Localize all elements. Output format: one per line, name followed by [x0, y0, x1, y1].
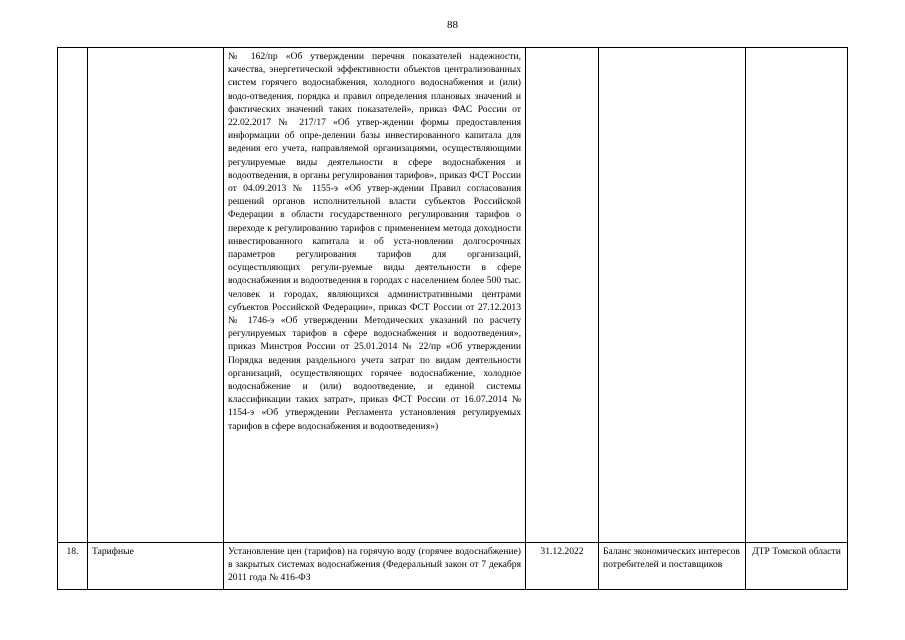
cell-result: Баланс экономических интересов потребителей и поставщиков [599, 543, 746, 590]
cell-measure-text: № 162/пр «Об утверждении перечня показателей надежности, качества, энергетической эффективности объектов централизованных систем горячего водоснабжения, холодного водоснабжения и (или) водо-отведения, порядка и правил определения плановых значений и фактических значений таких показателей», приказ ФАС России от 22.02.2017 № 217/17 «Об утвер-ждении формы предоставления информации об опре-делении базы инвестированного капитала для ведения его учета, направляемой организациями, осуществляющими регулируемые виды деятельности в сфере водоснабжения и водоотведения, в органы регулирования тарифов», приказ ФСТ России от 04.09.2013 № 1155-э «Об утвер-ждении Правил согласования решений органов исполнительной власти субъектов Российской Федерации в области государственного регулирования тарифов о переходе к регулированию тарифов с применением метода доходности инвестированного капитала и об уста-новлении долгосрочных параметров регулирования тарифов для организаций, осуществляющих регули-руемые виды деятельности в сфере водоснабжения и водоотведения в городах с населением более 500 тыс. человек и городах, являющихся административными центрами субъектов Российской Федерации», приказ ФСТ России от 27.12.2013 № 1746-э «Об утверждении Методических указаний по расчету регулируемых тарифов в сфере водоснабжения и водоотведения», приказ Минстроя России от 25.01.2014 № 22/пр «Об утверждении Порядка ведения раздельного учета затрат по видам деятельности организаций, осуществляющих горячее водоснабжение, холодное водоснабжение и (или) водоотведение, и единой системы классификации таких затрат», приказ ФСТ России от 16.07.2014 № 1154-э «Об утверждении Регламента установления регулируемых тарифов в сфере водоснабжения и водоотведения») [224, 48, 526, 543]
table-row-continued [58, 48, 848, 543]
cell-responsible: ДТР Томской области [746, 543, 848, 590]
cell-number: 18. [58, 543, 88, 590]
cell-date [526, 48, 599, 543]
page-number: 88 [447, 19, 458, 31]
cell-name [88, 48, 224, 543]
cell-responsible [746, 48, 848, 543]
cell-date: 31.12.2022 [526, 543, 599, 590]
cell-measure-text: Установление цен (тарифов) на горячую воду (горячее водоснабжение) в закрытых системах водоснабжения (Федеральный закон от 7 декабря 2011 года № 416-ФЗ [224, 543, 526, 590]
cell-number [58, 48, 88, 543]
cell-name: Тарифные [88, 543, 224, 590]
document-table [57, 47, 848, 590]
cell-result [599, 48, 746, 543]
table-row-18 [58, 543, 848, 590]
